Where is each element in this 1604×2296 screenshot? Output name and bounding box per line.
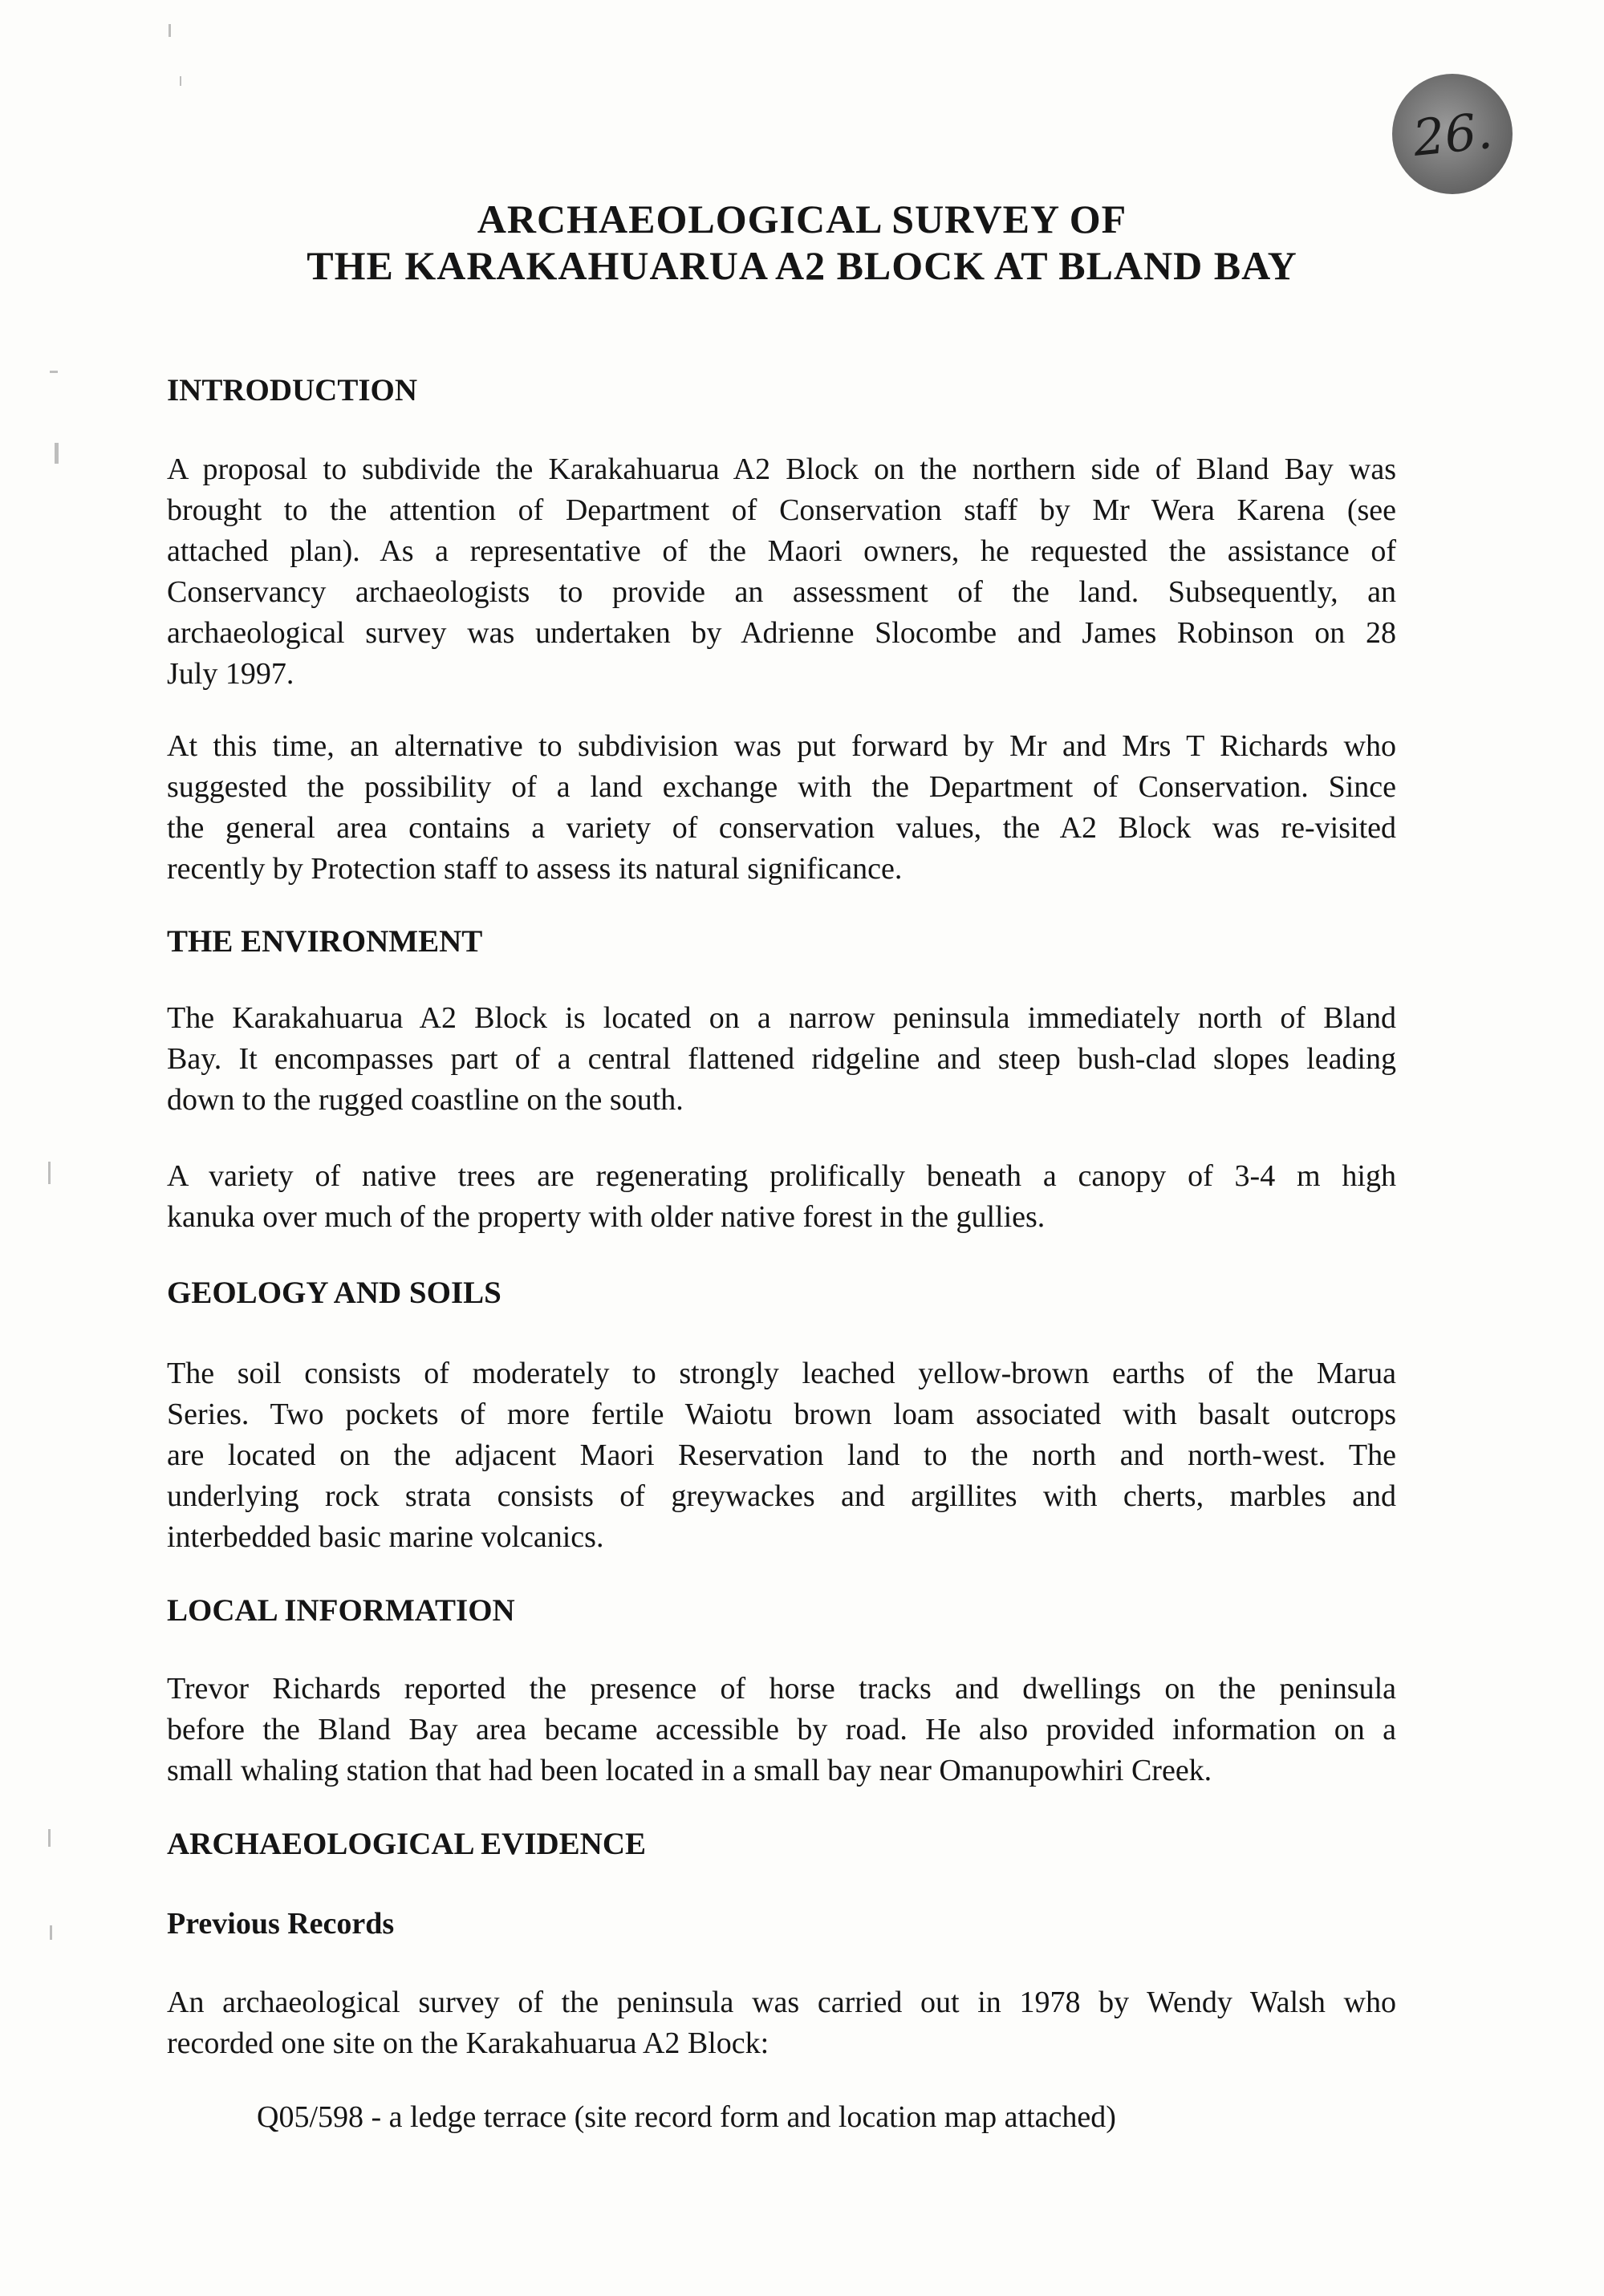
text-line: attached plan). As a representative of the Maori owners, he requested the assistance of (167, 534, 1396, 568)
text-line: Trevor Richards reported the presence of horse tracks and dwellings on the peninsula (167, 1672, 1396, 1706)
environment-paragraph-1 (167, 998, 1396, 1121)
text-line: At this time, an alternative to subdivision was put forward by Mr and Mrs T Richards who (167, 729, 1396, 763)
text-line: kanuka over much of the property with older native forest in the gullies. (167, 1200, 1046, 1234)
text-line: July 1997. (167, 657, 294, 691)
text-line: The Karakahuarua A2 Block is located on a narrow peninsula immediately north of Bland (167, 1001, 1396, 1035)
text-line: brought to the attention of Department of Conservation staff by Mr Wera Karena (see (167, 493, 1396, 527)
introduction-paragraph-1 (167, 449, 1396, 695)
page-number-text: 26. (1410, 100, 1495, 168)
text-line: archaeological survey was undertaken by Adrienne Slocombe and James Robinson on 28 (167, 616, 1396, 650)
text-line: A proposal to subdivide the Karakahuarua A2 Block on the northern side of Bland Bay was (167, 452, 1396, 486)
geology-heading: GEOLOGY AND SOILS (167, 1276, 502, 1310)
environment-paragraph-2 (167, 1156, 1396, 1238)
text-line: Conservancy archaeologists to provide an assessment of the land. Subsequently, an (167, 575, 1396, 609)
scan-speck (169, 24, 171, 37)
scan-speck (55, 443, 59, 464)
page-number-stamp (1392, 74, 1513, 194)
text-line: down to the rugged coastline on the south. (167, 1083, 684, 1117)
text-line: recently by Protection staff to assess its natural significance. (167, 852, 903, 886)
local-information-heading: LOCAL INFORMATION (167, 1593, 515, 1628)
geology-paragraph-1 (167, 1353, 1396, 1558)
text-line: Series. Two pockets of more fertile Waiotu brown loam associated with basalt outcrops (167, 1397, 1396, 1431)
environment-heading: THE ENVIRONMENT (167, 924, 483, 959)
text-line: small whaling station that had been located in a small bay near Omanupowhiri Creek. (167, 1754, 1212, 1787)
archaeological-evidence-heading: ARCHAEOLOGICAL EVIDENCE (167, 1827, 647, 1861)
text-line: recorded one site on the Karakahuarua A2 Block: (167, 2026, 770, 2060)
scan-speck (50, 371, 58, 373)
introduction-paragraph-2 (167, 726, 1396, 890)
scan-speck (50, 1925, 52, 1940)
scan-speck (48, 1829, 51, 1847)
text-line: before the Bland Bay area became accessible by road. He also provided information on a (167, 1713, 1396, 1746)
previous-records-subheading: Previous Records (167, 1907, 395, 1941)
archaeological-paragraph-1 (167, 1982, 1396, 2064)
text-line: An archaeological survey of the peninsula was carried out in 1978 by Wendy Walsh who (167, 1986, 1396, 2019)
text-line: underlying rock strata consists of greywackes and argillites with cherts, marbles and (167, 1479, 1396, 1513)
text-line: A variety of native trees are regenerating prolifically beneath a canopy of 3-4 m high (167, 1159, 1396, 1193)
text-line: interbedded basic marine volcanics. (167, 1520, 604, 1554)
text-line: are located on the adjacent Maori Reservation land to the north and north-west. The (167, 1438, 1396, 1472)
site-record-entry: Q05/598 - a ledge terrace (site record form and location map attached) (257, 2100, 1116, 2134)
text-line: The soil consists of moderately to strongly leached yellow-brown earths of the Marua (167, 1357, 1396, 1390)
document-title-line-1: ARCHAEOLOGICAL SURVEY OF (477, 197, 1127, 241)
local-information-paragraph-1 (167, 1669, 1396, 1791)
text-line: the general area contains a variety of conservation values, the A2 Block was re-visited (167, 811, 1396, 845)
text-line: Bay. It encompasses part of a central flattened ridgeline and steep bush-clad slopes leading (167, 1042, 1396, 1076)
text-line: suggested the possibility of a land exchange with the Department of Conservation. Since (167, 770, 1396, 804)
introduction-heading: INTRODUCTION (167, 373, 418, 408)
scan-speck (180, 76, 181, 86)
document-title-line-2: THE KARAKAHUARUA A2 BLOCK AT BLAND BAY (307, 243, 1297, 288)
scan-speck (48, 1162, 51, 1184)
